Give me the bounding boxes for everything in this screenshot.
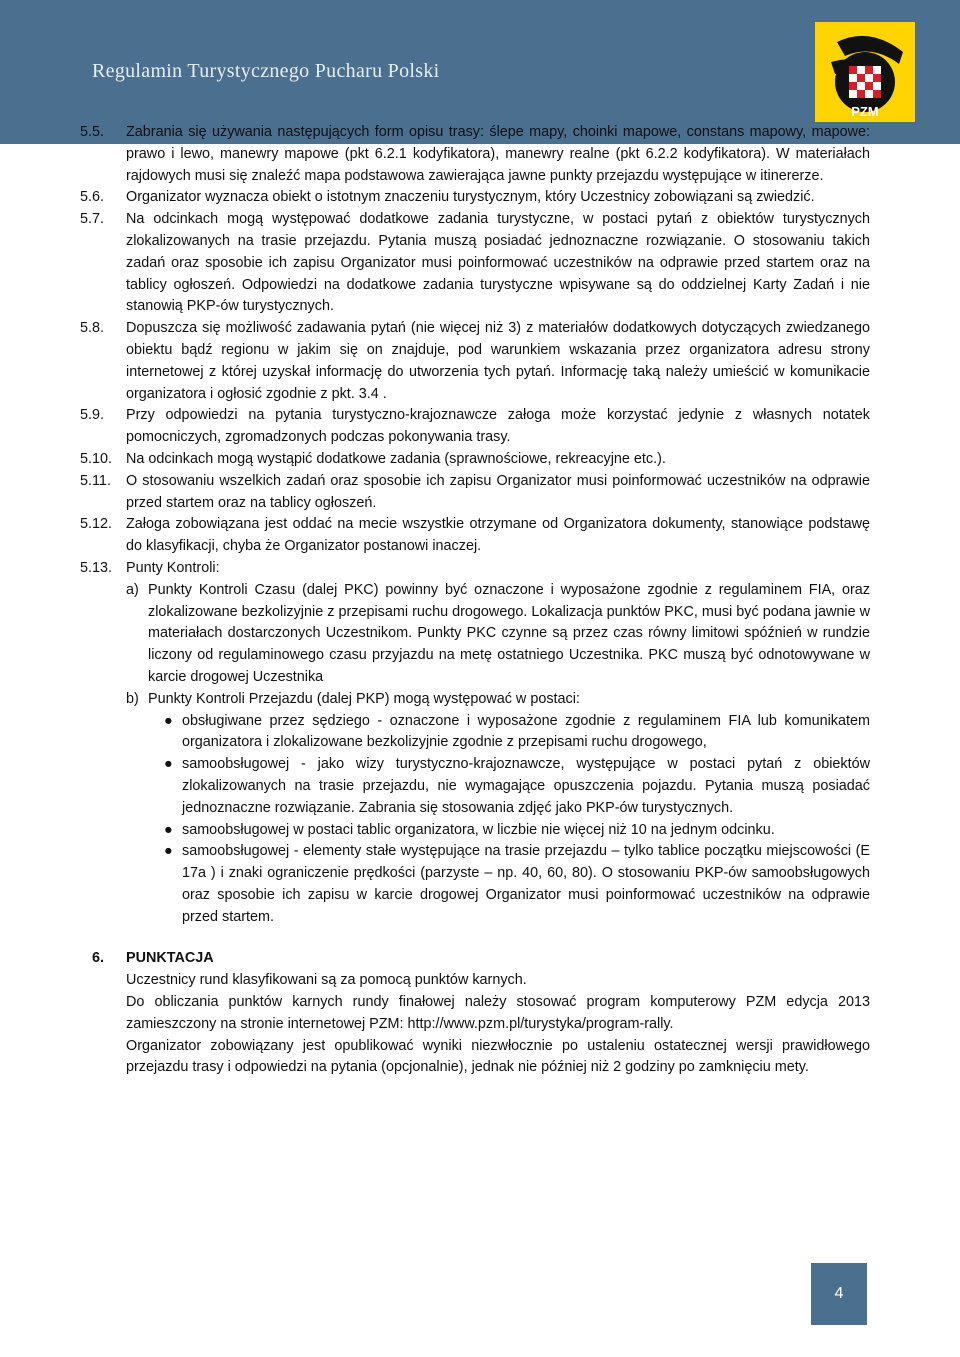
document-content bbox=[80, 122, 870, 1079]
list-item: 5.11. O stosowaniu wszelkich zadań oraz sposobie ich zapisu Organizator musi poinformować uczestników na odprawie przed startem oraz na tablicy ogłoszeń. bbox=[80, 472, 870, 511]
bullet-item: ● obsługiwane przez sędziego - oznaczone i wyposażone zgodnie z regulaminem FIA lub komunikatem organizatora i zlokalizowane bezkolizyjnie zgodnie z przepisami ruchu drogowego, bbox=[150, 711, 870, 755]
section-paragraph: Organizator zobowiązany jest opublikować wyniki niezwłocznie po ustaleniu ostatecznej wersji prawidłowego przejazdu trasy i odpowiedzi na pytania (opcjonalnie), jednak nie później niż 2 godziny po zamknięciu mety. bbox=[126, 1037, 870, 1076]
sub-item-b: b) Punkty Kontroli Przejazdu (dalej PKP) mogą występować w postaci: bbox=[126, 690, 580, 707]
bullet-list bbox=[150, 711, 870, 929]
section-heading: 6. PUNKTACJA bbox=[92, 950, 214, 967]
section-punktacja bbox=[80, 948, 870, 1079]
bullet-item: ● samoobsługowej w postaci tablic organizatora, w liczbie nie więcej niż 10 na jednym odcinku. bbox=[150, 820, 870, 842]
bullet-item: ● samoobsługowej - elementy stałe występujące na trasie przejazdu – tylko tablice początku miejscowości (E 17a ) i znaki ograniczenie prędkości (parzyste – np. 40, 60, 80). O stosowaniu PKP-ów samoobsługowych oraz sposobie ich zapisu w karcie drogowej Organizator musi poinformować uczestników na odprawie przed startem. bbox=[150, 841, 870, 928]
bullet-icon: ● bbox=[164, 821, 173, 838]
list-item: 5.13. Punty Kontroli: bbox=[80, 559, 220, 576]
list-item: 5.8. Dopuszcza się możliwość zadawania pytań (nie więcej niż 3) z materiałów dodatkowych dotyczących zwiedzanego obiektu bądź regionu w jakim się on znajduje, pod warunkiem wskazania przez organizatora adresu strony internetowej z której uzyskał informację do utworzenia tych pytań. Informację taką należy umieścić w komunikacie organizatora i ogłosić zgodnie z pkt. 3.4 . bbox=[80, 320, 870, 402]
list-item: 5.7. Na odcinkach mogą występować dodatkowe zadania turystyczne, w postaci pytań z obiektów turystycznych zlokalizowanych na trasie przejazdu. Pytania muszą posiadać jednoznaczne rozwiązanie. O stosowaniu takich zadań oraz sposobie ich zapisu Organizator musi poinformować uczestników na odprawie przed startem oraz na tablicy ogłoszeń. Odpowiedzi na dodatkowe zadania turystyczne wpisywane są do oddzielnej Karty Zadań i nie stanowią PKP-ów turystycznych. bbox=[80, 211, 870, 315]
header-title: Regulamin Turystycznego Pucharu Polski bbox=[92, 60, 440, 82]
list-item: 5.9. Przy odpowiedzi na pytania turystyczno-krajoznawcze załoga może korzystać jedynie z własnych notatek pomocniczych, zgromadzonych podczas pokonywania trasy. bbox=[80, 407, 870, 446]
section-paragraph: Uczestnicy rund klasyfikowani są za pomocą punktów karnych. bbox=[126, 972, 527, 989]
section-paragraph: Do obliczania punktów karnych rundy finałowej należy stosować program komputerowy PZM edycja 2013 zamieszczony na stronie internetowej PZM: http://www.pzm.pl/turystyka/program-rally. bbox=[126, 994, 870, 1032]
list-item: 5.6. Organizator wyznacza obiekt o istotnym znaczeniu turystycznym, który Uczestnicy zobowiązani są zwiedzić. bbox=[80, 189, 815, 206]
bullet-icon: ● bbox=[164, 712, 173, 729]
bullet-item: ● samoobsługowej - jako wizy turystyczno-krajoznawcze, występujące w postaci pytań z obiektów zlokalizowanych na trasie przejazdu, nie wymagające opuszczenia pojazdu. Pytania muszą posiadać jednoznaczne rozwiązanie. Zabrania się stosowania zdjęć jako PKP-ów turystycznych. bbox=[150, 754, 870, 819]
list-item: 5.10. Na odcinkach mogą wystąpić dodatkowe zadania (sprawnościowe, rekreacyjne etc.). bbox=[80, 450, 666, 467]
pzm-logo bbox=[815, 22, 915, 122]
sub-item-a: a) Punkty Kontroli Czasu (dalej PKC) powinny być oznaczone i wyposażone zgodnie z regulaminem FIA, oraz zlokalizowane bezkolizyjnie z przepisami ruchu drogowego. Lokalizacja punktów PKC, musi być podana jawnie w materiałach dostarczonych Uczestnikom. Punkty PKC czynne są przez czas równy limitowi spóźnień w rundzie liczony od regulaminowego czasu przyjazdu na metę ostatniego Uczestnika. PKC muszą być odnotowywane w karcie drogowej Uczestnika bbox=[126, 581, 870, 685]
bullet-icon: ● bbox=[164, 843, 173, 860]
bullet-icon: ● bbox=[164, 756, 173, 773]
page-number: 4 bbox=[811, 1263, 867, 1325]
list-item: 5.12. Załoga zobowiązana jest oddać na mecie wszystkie otrzymane od Organizatora dokumenty, stanowiące podstawę do klasyfikacji, chyba że Organizator postanowi inaczej. bbox=[80, 516, 870, 555]
logo-text: PZM bbox=[851, 104, 879, 119]
list-item: 5.5. Zabrania się używania następujących form opisu trasy: ślepe mapy, choinki mapowe, constans mapowy, mapowe: prawo i lewo, manewry mapowe (pkt 6.2.1 kodyfikatora), manewry realne (pkt 6.2.2 kodyfikatora). W materiałach rajdowych musi się znaleźć mapa podstawowa zawierająca jawne punkty przejazdu występujące w itinererze. bbox=[80, 124, 870, 184]
